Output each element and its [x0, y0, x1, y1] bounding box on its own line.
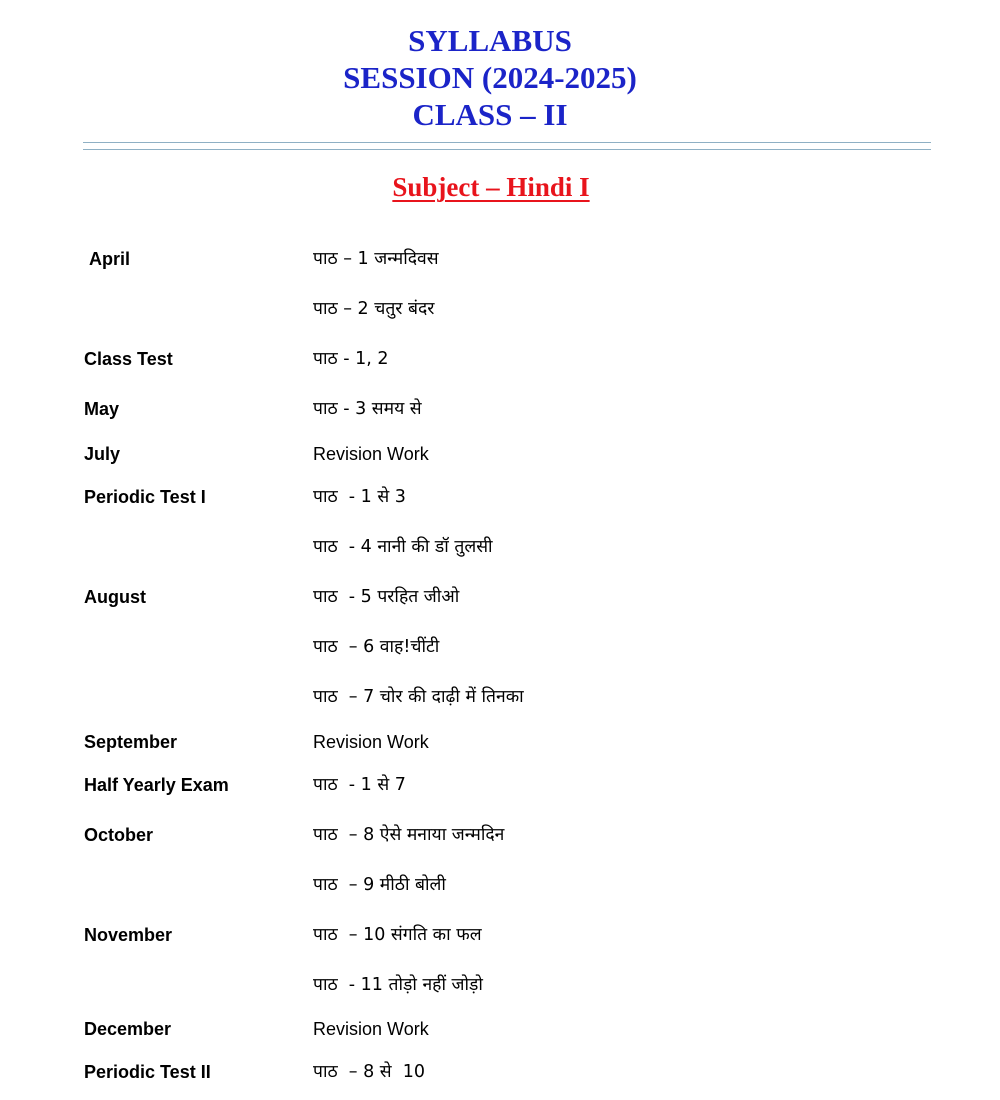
syllabus-row [0, 346, 1000, 372]
session-title: SESSION (2024-2025) [343, 60, 637, 95]
month-label: April [89, 249, 131, 269]
month-label: May [84, 399, 120, 419]
lesson-text: पाठ – 7 चोर की दाढ़ी में तिनका [313, 687, 524, 707]
month-label: October [84, 825, 154, 845]
syllabus-row [0, 972, 1000, 998]
lesson-text: पाठ – 2 चतुर बंदर [313, 299, 435, 319]
lesson-text: Revision Work [313, 444, 429, 464]
syllabus-row [0, 296, 1000, 322]
syllabus-row [0, 1059, 1000, 1085]
month-label: July [84, 444, 121, 464]
syllabus-row [0, 822, 1000, 848]
lesson-text: पाठ – 1 जन्मदिवस [313, 249, 439, 269]
subject-heading: Subject – Hindi I [392, 172, 590, 202]
month-label: September [84, 732, 178, 752]
syllabus-row [0, 484, 1000, 510]
syllabus-row [0, 634, 1000, 660]
syllabus-title: SYLLABUS [408, 23, 572, 58]
syllabus-row [0, 246, 1000, 272]
lesson-text: पाठ - 4 नानी की डॉ तुलसी [313, 537, 493, 557]
syllabus-row [0, 396, 1000, 422]
lesson-text: पाठ - 1 से 3 [313, 487, 406, 507]
lesson-text: पाठ - 1, 2 [313, 349, 389, 369]
month-label: Class Test [84, 349, 173, 369]
header-divider-bottom [83, 149, 931, 150]
lesson-text: पाठ – 9 मीठी बोली [313, 875, 446, 895]
syllabus-row [0, 729, 1000, 755]
lesson-text: पाठ – 6 वाह!चींटी [313, 637, 440, 657]
syllabus-row [0, 1016, 1000, 1042]
syllabus-row [0, 922, 1000, 948]
syllabus-row [0, 534, 1000, 560]
lesson-text: पाठ - 11 तोड़ो नहीं जोड़ो [313, 975, 483, 995]
syllabus-row [0, 584, 1000, 610]
lesson-text: पाठ – 8 ऐसे मनाया जन्मदिन [313, 825, 505, 845]
lesson-text: पाठ - 1 से 7 [313, 775, 406, 795]
month-label: Periodic Test II [84, 1062, 211, 1082]
syllabus-row [0, 872, 1000, 898]
lesson-text: पाठ – 8 से 10 [313, 1062, 425, 1082]
syllabus-row [0, 684, 1000, 710]
lesson-text: Revision Work [313, 732, 429, 752]
document-header [0, 22, 980, 133]
month-label: Periodic Test I [84, 487, 206, 507]
month-label: August [84, 587, 146, 607]
class-title: CLASS – II [412, 97, 568, 132]
lesson-text: Revision Work [313, 1019, 429, 1039]
syllabus-row [0, 772, 1000, 798]
syllabus-row [0, 441, 1000, 467]
header-divider-top [83, 142, 931, 143]
month-label: Half Yearly Exam [84, 775, 229, 795]
month-label: November [84, 925, 173, 945]
lesson-text: पाठ - 3 समय से [313, 399, 422, 419]
month-label: December [84, 1019, 172, 1039]
lesson-text: पाठ – 10 संगति का फल [313, 925, 482, 945]
lesson-text: पाठ - 5 परहित जीओ [313, 587, 460, 607]
